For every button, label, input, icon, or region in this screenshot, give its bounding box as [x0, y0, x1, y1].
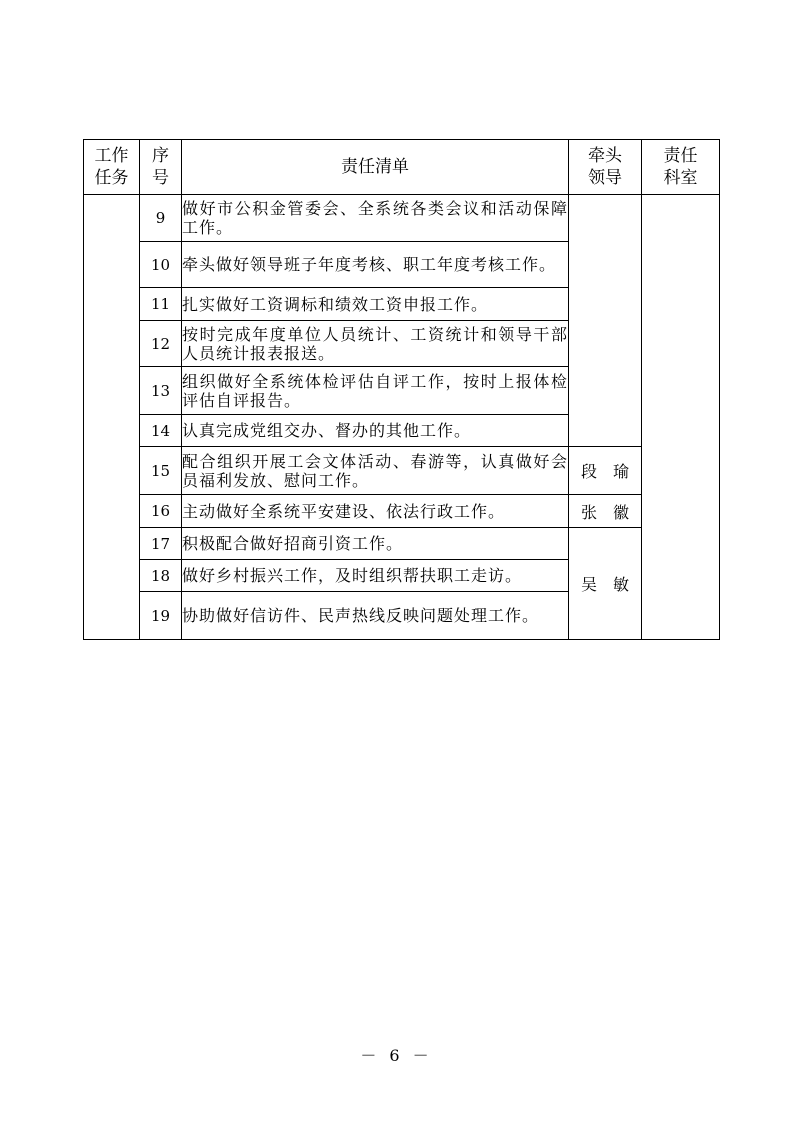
row-text: 积极配合做好招商引资工作。 — [182, 528, 569, 560]
leader-wu-min: 吴 敏 — [569, 528, 642, 640]
row-seq: 18 — [140, 560, 182, 592]
row-text: 扎实做好工资调标和绩效工资申报工作。 — [182, 288, 569, 321]
row-seq: 10 — [140, 242, 182, 288]
row-seq: 17 — [140, 528, 182, 560]
table-row — [84, 528, 720, 560]
leader-cell-empty — [569, 195, 642, 447]
responsibility-table — [83, 139, 720, 640]
leader-zhang-hui: 张 徽 — [569, 495, 642, 528]
row-seq: 9 — [140, 195, 182, 242]
header-leader: 牵头 领导 — [569, 140, 642, 195]
row-seq: 11 — [140, 288, 182, 321]
row-text: 按时完成年度单位人员统计、工资统计和领导干部人员统计报表报送。 — [182, 321, 569, 367]
row-text: 做好市公积金管委会、全系统各类会议和活动保障工作。 — [182, 195, 569, 242]
row-text: 主动做好全系统平安建设、依法行政工作。 — [182, 495, 569, 528]
header-task: 工作 任务 — [84, 140, 140, 195]
page-number: － 6 － — [360, 1046, 433, 1065]
row-text: 做好乡村振兴工作，及时组织帮扶职工走访。 — [182, 560, 569, 592]
leader-duan-yu: 段 瑜 — [569, 447, 642, 495]
row-text: 协助做好信访件、民声热线反映问题处理工作。 — [182, 592, 569, 640]
table-row — [84, 447, 720, 495]
row-text: 配合组织开展工会文体活动、春游等，认真做好会员福利发放、慰问工作。 — [182, 447, 569, 495]
row-seq: 12 — [140, 321, 182, 367]
header-list: 责任清单 — [182, 140, 569, 195]
dept-cell — [642, 195, 720, 640]
row-seq: 14 — [140, 415, 182, 447]
row-text: 牵头做好领导班子年度考核、职工年度考核工作。 — [182, 242, 569, 288]
table-row — [84, 195, 720, 242]
row-text: 认真完成党组交办、督办的其他工作。 — [182, 415, 569, 447]
row-seq: 15 — [140, 447, 182, 495]
row-seq: 13 — [140, 367, 182, 415]
row-seq: 16 — [140, 495, 182, 528]
task-cell — [84, 195, 140, 640]
header-seq: 序 号 — [140, 140, 182, 195]
header-dept: 责任 科室 — [642, 140, 720, 195]
row-seq: 19 — [140, 592, 182, 640]
table-header-row — [84, 140, 720, 195]
table-row — [84, 495, 720, 528]
row-text: 组织做好全系统体检评估自评工作，按时上报体检评估自评报告。 — [182, 367, 569, 415]
